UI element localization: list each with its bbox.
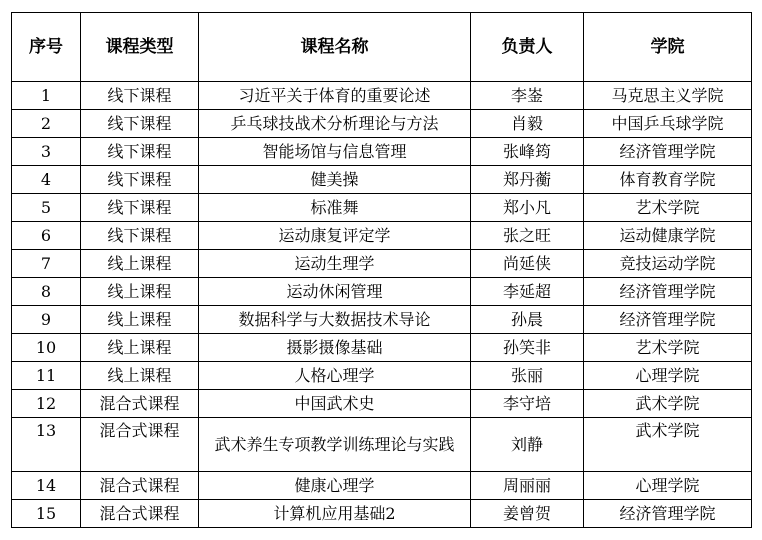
- cell-no: 15: [12, 500, 81, 528]
- cell-type: 线上课程: [81, 278, 199, 306]
- cell-type: 线上课程: [81, 250, 199, 278]
- cell-owner: 肖毅: [471, 110, 584, 138]
- cell-type: 线下课程: [81, 194, 199, 222]
- cell-type: 混合式课程: [81, 472, 199, 500]
- cell-type: 线下课程: [81, 110, 199, 138]
- cell-type: 线上课程: [81, 334, 199, 362]
- cell-no: 9: [12, 306, 81, 334]
- table-row: [12, 166, 752, 194]
- cell-college: 经济管理学院: [584, 138, 752, 166]
- cell-owner: 孙晨: [471, 306, 584, 334]
- cell-no: 4: [12, 166, 81, 194]
- table-row: [12, 472, 752, 500]
- cell-type: 线上课程: [81, 362, 199, 390]
- cell-name: 武术养生专项教学训练理论与实践: [199, 418, 471, 472]
- cell-type: 线下课程: [81, 166, 199, 194]
- table-row: [12, 306, 752, 334]
- cell-college: 心理学院: [584, 362, 752, 390]
- cell-type: 混合式课程: [81, 390, 199, 418]
- cell-owner: 周丽丽: [471, 472, 584, 500]
- table-header-row: [12, 13, 752, 82]
- header-no: 序号: [12, 13, 81, 82]
- cell-owner: 张峰筠: [471, 138, 584, 166]
- cell-name: 乒乓球技战术分析理论与方法: [199, 110, 471, 138]
- cell-owner: 刘静: [471, 418, 584, 472]
- cell-college: 心理学院: [584, 472, 752, 500]
- cell-type: 线下课程: [81, 138, 199, 166]
- cell-owner: 郑丹蘅: [471, 166, 584, 194]
- cell-owner: 姜曾贺: [471, 500, 584, 528]
- cell-no: 12: [12, 390, 81, 418]
- table-row: [12, 418, 752, 472]
- course-table: [11, 12, 752, 528]
- cell-no: 8: [12, 278, 81, 306]
- header-type: 课程类型: [81, 13, 199, 82]
- cell-college: 运动健康学院: [584, 222, 752, 250]
- cell-no: 7: [12, 250, 81, 278]
- cell-college: 艺术学院: [584, 194, 752, 222]
- cell-no: 10: [12, 334, 81, 362]
- cell-type: 混合式课程: [81, 418, 199, 472]
- cell-college: 中国乒乓球学院: [584, 110, 752, 138]
- cell-no: 13: [12, 418, 81, 472]
- cell-owner: 郑小凡: [471, 194, 584, 222]
- cell-type: 混合式课程: [81, 500, 199, 528]
- cell-name: 中国武术史: [199, 390, 471, 418]
- cell-college: 经济管理学院: [584, 306, 752, 334]
- header-owner: 负责人: [471, 13, 584, 82]
- cell-name: 健美操: [199, 166, 471, 194]
- table-row: [12, 82, 752, 110]
- cell-no: 5: [12, 194, 81, 222]
- cell-type: 线下课程: [81, 222, 199, 250]
- cell-college: 体育教育学院: [584, 166, 752, 194]
- cell-name: 计算机应用基础2: [199, 500, 471, 528]
- cell-name: 运动休闲管理: [199, 278, 471, 306]
- cell-no: 6: [12, 222, 81, 250]
- cell-owner: 孙笑非: [471, 334, 584, 362]
- cell-name: 健康心理学: [199, 472, 471, 500]
- cell-type: 线下课程: [81, 82, 199, 110]
- cell-name: 运动康复评定学: [199, 222, 471, 250]
- cell-type: 线上课程: [81, 306, 199, 334]
- cell-name: 标准舞: [199, 194, 471, 222]
- cell-no: 14: [12, 472, 81, 500]
- cell-college: 艺术学院: [584, 334, 752, 362]
- cell-name: 摄影摄像基础: [199, 334, 471, 362]
- cell-name: 数据科学与大数据技术导论: [199, 306, 471, 334]
- cell-owner: 张之旺: [471, 222, 584, 250]
- table-row: [12, 194, 752, 222]
- cell-owner: 尚延侠: [471, 250, 584, 278]
- table-row: [12, 278, 752, 306]
- cell-college: 武术学院: [584, 418, 752, 472]
- cell-college: 竞技运动学院: [584, 250, 752, 278]
- table-row: [12, 362, 752, 390]
- cell-no: 3: [12, 138, 81, 166]
- cell-college: 武术学院: [584, 390, 752, 418]
- cell-no: 11: [12, 362, 81, 390]
- cell-owner: 张丽: [471, 362, 584, 390]
- cell-college: 经济管理学院: [584, 500, 752, 528]
- cell-owner: 李崟: [471, 82, 584, 110]
- cell-name: 智能场馆与信息管理: [199, 138, 471, 166]
- table-row: [12, 110, 752, 138]
- cell-college: 马克思主义学院: [584, 82, 752, 110]
- cell-owner: 李延超: [471, 278, 584, 306]
- table-row: [12, 500, 752, 528]
- cell-name: 运动生理学: [199, 250, 471, 278]
- table-row: [12, 222, 752, 250]
- cell-college: 经济管理学院: [584, 278, 752, 306]
- table-row: [12, 138, 752, 166]
- cell-name: 人格心理学: [199, 362, 471, 390]
- header-college: 学院: [584, 13, 752, 82]
- table-row: [12, 250, 752, 278]
- table-row: [12, 334, 752, 362]
- cell-owner: 李守培: [471, 390, 584, 418]
- table-row: [12, 390, 752, 418]
- cell-no: 1: [12, 82, 81, 110]
- cell-no: 2: [12, 110, 81, 138]
- header-name: 课程名称: [199, 13, 471, 82]
- cell-name: 习近平关于体育的重要论述: [199, 82, 471, 110]
